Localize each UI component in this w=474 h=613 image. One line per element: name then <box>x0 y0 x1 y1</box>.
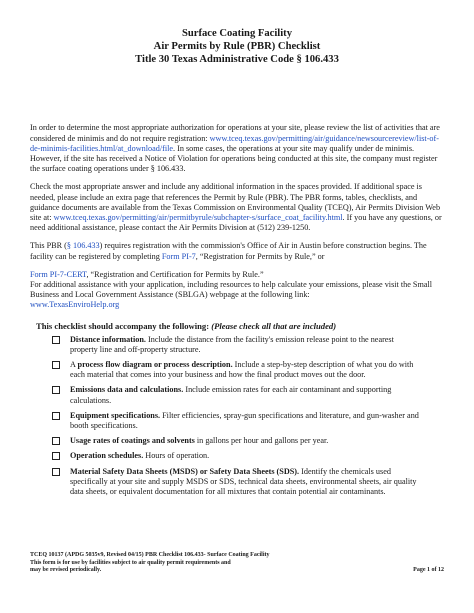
item-text: Include a step-by-step description of what you do with each material that comes into your business and how the final product moves out the door. <box>70 360 414 380</box>
footer-note-1: This form is for use by facilities subject to air quality permit requirements and <box>30 559 231 566</box>
item-text: Hours of operation. <box>143 451 210 461</box>
intro-p2-text-2: . If you have any questions, or need additional assistance, please contact the Air Permits Division at (512) 239-1250. <box>30 213 442 233</box>
intro-paragraph-1 <box>30 123 444 174</box>
checklist-item <box>52 467 444 498</box>
intro-p2-text: Check the most appropriate answer and include any additional information in the spaces provided. If additional space is needed, please include an extra page that references the Permit by Rule (PBR). The PBR forms, tables, checklists, and guidance documents are available from the Texas Commission on Environmental Quality (TCEQ), Air Permits Division Web site at: <box>30 182 441 223</box>
item-text: Identify the chemicals used specifically at your site and supply MSDS or SDS, technical data sheets, environmental sheets, air quality data sheets, or equivalent documentation for all mixtures that contain potential air contaminants. <box>70 466 417 497</box>
checklist-item <box>52 451 444 461</box>
form-pi-7-cert-link[interactable]: Form PI-7-CERT <box>30 269 87 279</box>
title-line-3: Title 30 Texas Administrative Code § 106.433 <box>135 53 339 65</box>
intro-p1-text-2: . In some cases, the operations at your site may qualify under de minimis. However, if the site has received a Notice of Violation for operations being conducted at this site, the company must register the surface coating operations under § 106.433. <box>30 143 438 174</box>
checkbox[interactable] <box>52 386 60 394</box>
checklist-heading-text: This checklist should accompany the following: <box>36 320 210 331</box>
form-pi-7-link[interactable]: Form PI-7 <box>161 251 196 261</box>
intro-p1-text: In order to determine the most appropriate authorization for operations at your site, please review the list of activities that are considered de minimis and do not require registration: <box>30 123 440 143</box>
item-text: Filter efficiencies, spray-gun specifications and literature, and gun-washer and booth specifications. <box>70 410 419 431</box>
texas-enviro-help-link[interactable]: www.TexasEnviroHelp.org <box>30 300 120 310</box>
checklist-item <box>52 411 444 431</box>
item-bold: Material Safety Data Sheets (MSDS) or Safety Data Sheets (SDS). <box>70 466 300 476</box>
title-line-1: Surface Coating Facility <box>181 28 293 39</box>
item-pre: A <box>70 360 78 370</box>
checklist-item-text <box>70 436 420 446</box>
checklist-item-text <box>70 360 420 380</box>
checklist-item-text <box>70 411 420 431</box>
checklist-item-text <box>70 467 420 498</box>
checkbox[interactable] <box>52 468 60 476</box>
de-minimis-list-link[interactable]: www.tceq.texas.gov/permitting/air/guidance/newsourcereview/list-of-de-minimis-facilities.html/at_download/file <box>30 133 439 153</box>
page-footer <box>30 552 444 575</box>
checklist-items <box>52 335 444 498</box>
footer-note-2: may be revised periodically. <box>30 567 102 574</box>
checklist-heading <box>36 321 444 331</box>
footer-form-id: TCEQ 10137 (APDG 5035v9, Revised 04/15) PBR Checklist 106.433- Surface Coating Facility <box>30 552 270 558</box>
checkbox[interactable] <box>52 452 60 460</box>
item-text: in gallons per hour and gallons per year. <box>194 436 329 446</box>
checkbox[interactable] <box>52 361 60 369</box>
document-title <box>30 28 444 66</box>
item-bold: process flow diagram or process description. <box>77 360 233 370</box>
checklist-heading-note: (Please check all that are included) <box>211 320 337 331</box>
intro-paragraph-4 <box>30 270 444 311</box>
checklist-item-text <box>70 335 420 355</box>
item-bold: Usage rates of coatings and solvents <box>70 436 195 446</box>
title-line-2: Air Permits by Rule (PBR) Checklist <box>153 40 321 52</box>
section-106-433-link[interactable]: § 106.433 <box>66 241 100 251</box>
checklist-item <box>52 335 444 355</box>
item-text: Include emission rates for each air contaminant and supporting calculations. <box>70 385 392 405</box>
intro-p4-text: , “Registration and Certification for Permits by Rule.” <box>86 269 264 279</box>
item-bold: Equipment specifications. <box>70 410 161 420</box>
intro-p3-text-2: ) requires registration with the commission's Office of Air in Austin before construction begins. The facility can be registered by completing <box>30 241 427 261</box>
checklist-item-text <box>70 451 420 461</box>
intro-paragraph-2 <box>30 182 444 233</box>
intro-p3-text: This PBR ( <box>30 241 67 251</box>
checklist-item <box>52 360 444 380</box>
item-bold: Operation schedules. <box>70 451 144 461</box>
pbr-forms-link[interactable]: www.tceq.texas.gov/permitting/air/permitbyrule/subchapter-s/surface_coat_facility.html <box>53 213 343 223</box>
page-number: Page 1 of 12 <box>413 567 444 573</box>
checkbox[interactable] <box>52 412 60 420</box>
item-text: Include the distance from the facility's emission release point to the nearest property line and off-property structure. <box>70 334 394 354</box>
item-bold: Emissions data and calculations. <box>70 385 184 395</box>
checkbox[interactable] <box>52 437 60 445</box>
intro-p4-text-2: For additional assistance with your application, including resources to help calculate your emissions, please visit the Small Business and Local Government Assistance (SBLGA) webpage at the following link: <box>30 280 433 300</box>
item-bold: Distance information. <box>70 334 146 344</box>
intro-paragraph-3 <box>30 241 444 261</box>
checkbox[interactable] <box>52 336 60 344</box>
checklist-item <box>52 385 444 405</box>
checklist-item-text <box>70 385 420 405</box>
checklist-item <box>52 436 444 446</box>
intro-p3-text-3: , “Registration for Permits by Rule,” or <box>195 251 325 261</box>
